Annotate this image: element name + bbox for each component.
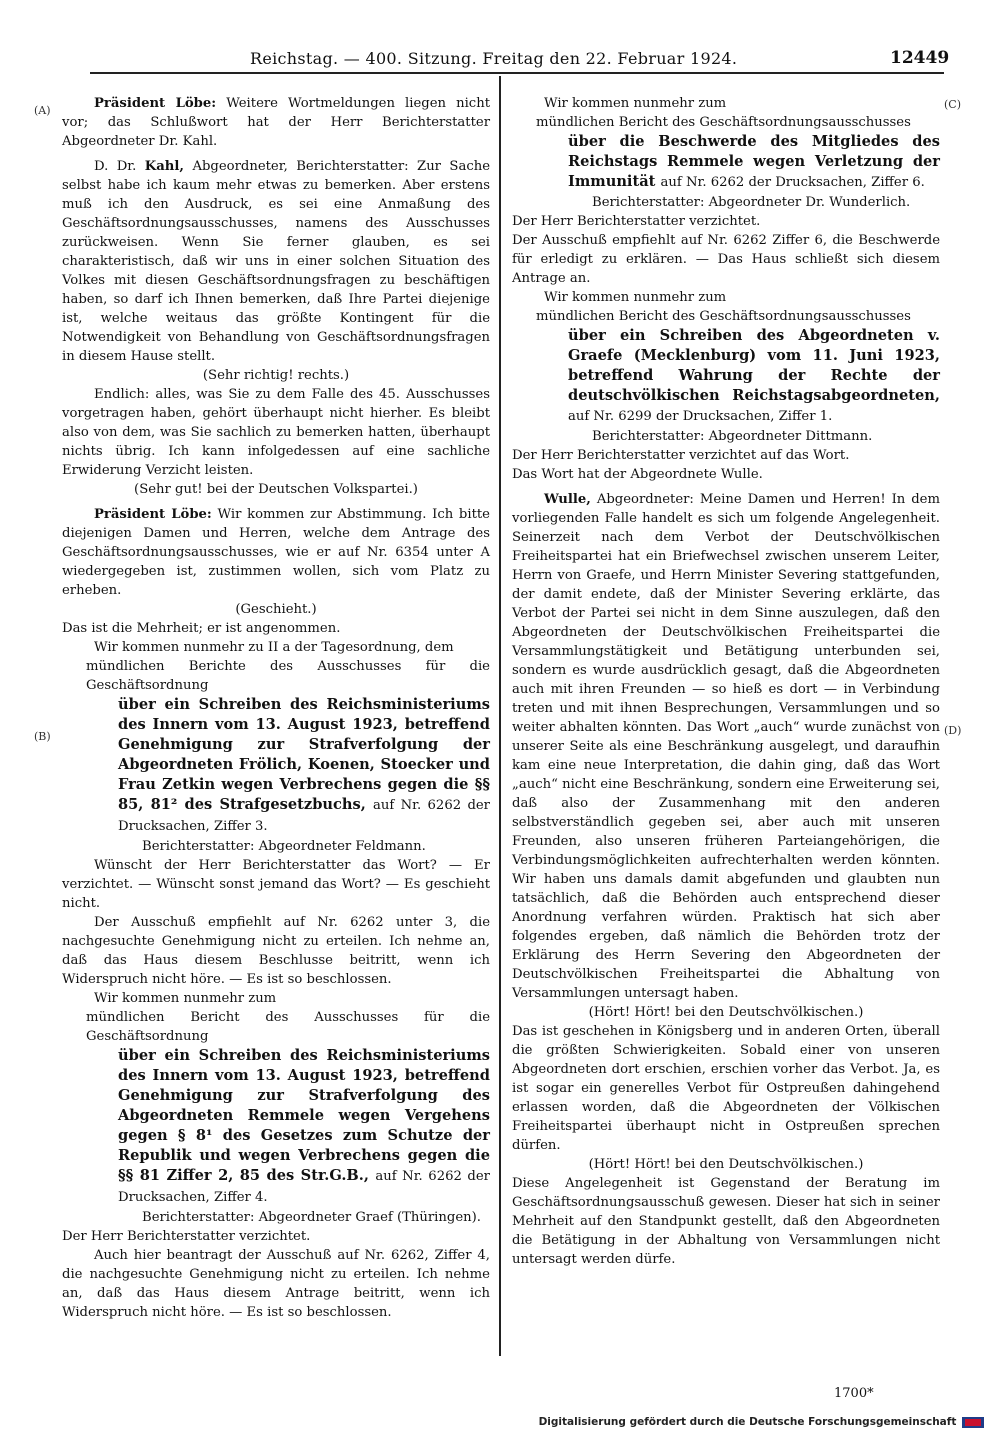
header-rule <box>90 72 944 74</box>
dfg-logo-icon <box>962 1417 984 1428</box>
paragraph: mündlichen Bericht des Ausschusses für die Geschäftsordnung <box>86 1010 490 1044</box>
paragraph: Der Herr Berichterstatter verzichtet. <box>62 1229 311 1244</box>
reporter-line: Berichterstatter: Abgeordneter Feldmann. <box>142 839 426 854</box>
footer-text: Digitalisierung gefördert durch die Deutsche Forschungsgemeinschaft <box>538 1416 957 1428</box>
paragraph: Der Ausschuß empfiehlt auf Nr. 6262 unter 3, die nachgesuchte Genehmigung nicht zu erteilen. Ich nehme an, daß das Haus diesem Beschlusse beitritt, wenn ich Widerspruch nicht höre. — Es ist so beschlossen. <box>62 915 490 987</box>
paragraph: Der Ausschuß empfiehlt auf Nr. 6262 Ziffer 6, die Beschwerde für erledigt zu erklären. — Das Haus schließt sich diesem Antrage an. <box>512 233 940 286</box>
paragraph: Wulle, Abgeordneter: Meine Damen und Herren! In dem vorliegenden Falle handelt es sich um folgende Angelegenheit. Seinerzeit nach dem Verbot der Deutschvölkischen Freiheitspartei hat ein Briefwechsel zwischen unserem Leiter, Herrn von Graefe, und Herrn Minister Severing stattgefunden, der damit endete, daß der Minister Severing erklärte, das Verbot der Partei sei nicht in dem Sinne auszulegen, daß den Abgeordneten der Deutschvölkischen Freiheitspartei die Versammlungstätigkeit und Betätigung unterbunden sei, sondern es wurde ausdrücklich gesagt, daß die Abgeordneten auch mit ihren Freunden — so hieß es dort — in Verbindung treten und mit ihnen Besprechungen, Versammlungen und so weiter abhalten könnten. Das Wort „auch“ wurde zunächst von unserer Seite als eine Beschränkung ausgelegt, und daraufhin kam eine neue Interpretation, die dahin ging, daß das Wort „auch“ nicht eine Beschränkung, sondern eine Erweiterung sei, daß also der Zusammenhang mit den anderen selbstverständlich gegeben sei, aber auch mit unseren Freunden, also unseren früheren Parteiangehörigen, die Verbindungsmöglichkeiten aufrechterhalten werden könnten. Wir haben uns damals damit abgefunden und glaubten nun tatsächlich, daß die Behörden auch entsprechend dieser Anordnung verfahren würden. Praktisch hat sich aber folgendes ergeben, daß nämlich die Behörden trotz der Erklärung des Herrn Severing den Abgeordneten der Deutschvölkischen Freiheitspartei die Abhaltung von Versammlungen untersagt haben. <box>512 492 940 1001</box>
right-column <box>512 94 940 1269</box>
interjection: (Hört! Hört! bei den Deutschvölkischen.) <box>588 1005 864 1020</box>
interjection: (Sehr gut! bei der Deutschen Volkspartei.) <box>134 482 418 497</box>
paragraph: Das Wort hat der Abgeordnete Wulle. <box>512 467 763 482</box>
paragraph: Diese Angelegenheit ist Gegenstand der Beratung im Geschäftsordnungsausschuß gewesen. Dieser hat sich in seiner Mehrheit auf den Standpunkt gestellt, daß den Abgeordneten die Betätigung in der Abhaltung von Versammlungen nicht untersagt werden dürfe. <box>512 1176 940 1267</box>
paragraph: Auch hier beantragt der Ausschuß auf Nr. 6262, Ziffer 4, die nachgesuchte Genehmigung nicht zu erteilen. Ich nehme an, daß das Haus diesem Antrage beitritt, wenn ich Widerspruch nicht höre. — Es ist so beschlossen. <box>62 1248 490 1320</box>
paragraph: Das ist geschehen in Königsberg und in anderen Orten, überall die größten Schwierigkeiten. Sobald einer von unseren Abgeordneten dort erschien, erschien vorher das Verbot. Ja, es ist sogar ein generelles Verbot für Ostpreußen dahingehend erlassen worden, daß die Abgeordneten der Völkischen Freiheitspartei überhaupt nicht in Ostpreußen sprechen dürfen. <box>512 1024 940 1153</box>
page-number: 12449 <box>890 48 950 68</box>
reporter-line: Berichterstatter: Abgeordneter Dittmann. <box>592 429 873 444</box>
margin-marker-d: (D) <box>944 724 962 737</box>
agenda-heading: über ein Schreiben des Reichsministeriums des Innern vom 13. August 1923, betreffend Genehmigung zur Strafverfolgung der Abgeordneten Frölich, Koenen, Stoecker und Frau Zetkin wegen Verbrechens gegen die §§ 85, 81² des Strafgesetzbuchs, auf Nr. 6262 der Drucksachen, Ziffer 3. <box>118 696 490 834</box>
speaker-name: Präsident Löbe: <box>94 96 217 111</box>
speaker-name: Kahl, <box>144 159 184 174</box>
paragraph: mündlichen Berichte des Ausschusses für die Geschäftsordnung <box>86 659 490 693</box>
interjection: (Geschieht.) <box>235 602 317 617</box>
page-header <box>0 0 1000 72</box>
reporter-line: Berichterstatter: Abgeordneter Dr. Wunderlich. <box>592 195 911 210</box>
agenda-heading: über ein Schreiben des Reichsministeriums des Innern vom 13. August 1923, betreffend Genehmigung zur Strafverfolgung des Abgeordneten Remmele wegen Vergehens gegen § 8¹ des Gesetzes zum Schutze der Republik und wegen Verbrechens gegen die §§ 81 Ziffer 2, 85 des Str.G.B., auf Nr. 6262 der Drucksachen, Ziffer 4. <box>118 1047 490 1205</box>
margin-marker-c: (C) <box>944 98 961 111</box>
interjection: (Sehr richtig! rechts.) <box>202 368 350 383</box>
agenda-heading: über die Beschwerde des Mitgliedes des Reichstags Remmele wegen Verletzung der Immunität auf Nr. 6262 der Drucksachen, Ziffer 6. <box>568 133 940 190</box>
paragraph: mündlichen Bericht des Geschäftsordnungsausschusses <box>536 115 911 130</box>
paragraph: Das ist die Mehrheit; er ist angenommen. <box>62 621 341 636</box>
left-column <box>62 94 490 1322</box>
paragraph: Wir kommen nunmehr zum <box>544 290 727 305</box>
paragraph: Endlich: alles, was Sie zu dem Falle des 45. Ausschusses vorgetragen haben, gehört überhaupt nicht hierher. Es bleibt also von dem, was Sie sachlich zu bemerken hatten, überhaupt nichts übrig. Ich kann infolgedessen auf eine sachliche Erwiderung Verzicht leisten. <box>62 387 490 478</box>
paragraph: Der Herr Berichterstatter verzichtet. <box>512 214 761 229</box>
column-divider <box>499 76 501 1356</box>
running-title: Reichstag. — 400. Sitzung. Freitag den 22. Februar 1924. <box>250 49 738 68</box>
speaker-name: Präsident Löbe: <box>94 507 212 522</box>
signature-mark: 1700* <box>834 1386 874 1401</box>
paragraph: Wir kommen nunmehr zu II a der Tagesordnung, dem <box>94 640 454 655</box>
paragraph: Präsident Löbe: Weitere Wortmeldungen liegen nicht vor; das Schlußwort hat der Herr Berichterstatter Abgeordneter Dr. Kahl. <box>62 96 490 149</box>
speaker-name: Wulle, <box>544 492 591 507</box>
paragraph: Wir kommen nunmehr zum <box>94 991 277 1006</box>
paragraph: Der Herr Berichterstatter verzichtet auf das Wort. <box>512 448 850 463</box>
paragraph: Präsident Löbe: Wir kommen zur Abstimmung. Ich bitte diejenigen Damen und Herren, welche dem Antrage des Geschäftsordnungsausschusses, wie er auf Nr. 6354 unter A wiedergegeben ist, zustimmen wollen, sich vom Platz zu erheben. <box>62 507 490 598</box>
paragraph: mündlichen Bericht des Geschäftsordnungsausschusses <box>536 309 911 324</box>
paragraph: Wir kommen nunmehr zum <box>544 96 727 111</box>
funding-footer <box>0 1416 984 1428</box>
agenda-heading: über ein Schreiben des Abgeordneten v. Graefe (Mecklenburg) vom 11. Juni 1923, betreffend Wahrung der Rechte der deutschvölkischen Reichstagsabgeordneten, auf Nr. 6299 der Drucksachen, Ziffer 1. <box>568 327 940 424</box>
margin-marker-b: (B) <box>34 730 51 743</box>
interjection: (Hört! Hört! bei den Deutschvölkischen.) <box>588 1157 864 1172</box>
margin-marker-a: (A) <box>34 104 51 117</box>
paragraph: Wünscht der Herr Berichterstatter das Wort? — Er verzichtet. — Wünscht sonst jemand das Wort? — Es geschieht nicht. <box>62 858 490 911</box>
reporter-line: Berichterstatter: Abgeordneter Graef (Thüringen). <box>142 1210 481 1225</box>
paragraph: D. Dr. Kahl, Abgeordneter, Berichterstatter: Zur Sache selbst habe ich kaum mehr etwas zu bemerken. Aber erstens muß ich den Ausdruck, es sei eine Anmaßung des Geschäftsordnungsausschusses, namens des Ausschusses zurückweisen. Wenn Sie ferner glauben, es sei charakteristisch, daß wir uns in einer solchen Situation des Volkes mit diesen Geschäftsordnungsfragen zu beschäftigen haben, so darf ich Ihnen bemerken, daß Ihre Partei diejenige ist, welche weitaus das größte Kontingent für die Notwendigkeit von Behandlung von Geschäftsordnungsfragen in diesem Hause stellt. <box>62 159 490 364</box>
